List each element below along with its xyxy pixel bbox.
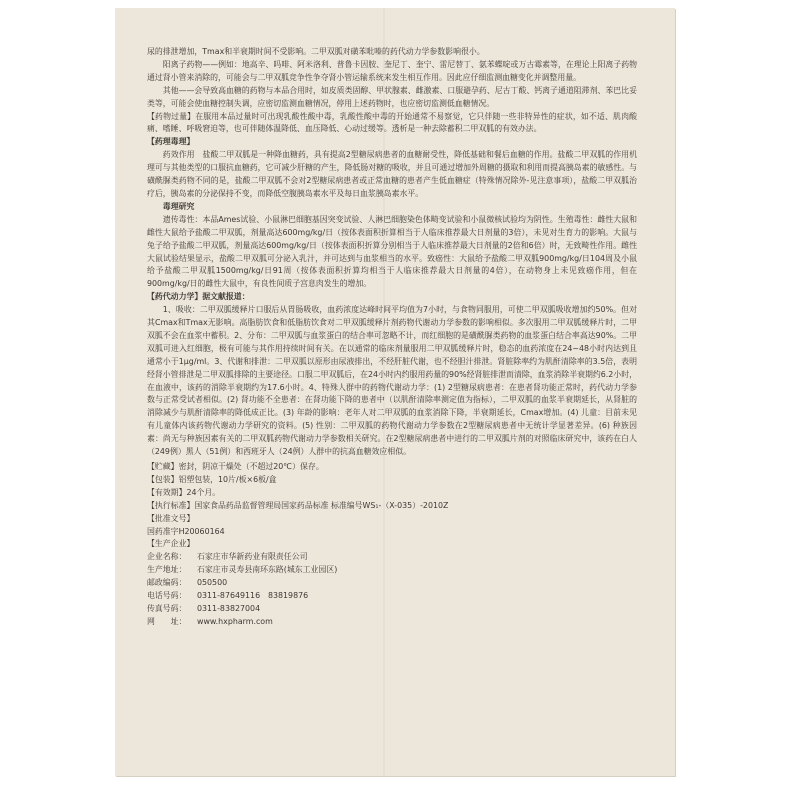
manufacturer-postcode-row: [147, 577, 637, 590]
fax-value: 0311-83827004: [197, 603, 261, 613]
paragraph-cationic-drugs: 阳离子药物——例如：地高辛、吗啡、阿米洛利、普鲁卡因胺、奎尼丁、奎宁、雷尼替丁、氨苯蝶啶或万古霉素等，在理论上阳离子药物通过肾小管来消除的，可能会与二甲双胍竞争性争夺肾小管运输系统来发生相互作用。因此应仔细监测血糖变化并调整用量。: [147, 59, 637, 82]
manufacturer-company-row: [147, 551, 637, 564]
validity-section: 【有效期】24个月。: [147, 487, 221, 497]
postcode-value: 050500: [197, 578, 228, 588]
insert-text: [147, 46, 637, 629]
manufacturer-heading: 【生产企业】: [147, 539, 195, 549]
company-value: 石家庄市华新药业有限责任公司: [197, 552, 308, 562]
package-insert-sheet: [115, 8, 675, 776]
approval-label: 【批准文号】: [147, 513, 195, 523]
heading-pharmacokinetics: 【药代动力学】据文献报道：: [147, 292, 250, 302]
website-value: www.hxpharm.com: [197, 616, 273, 626]
manufacturer-website-row: [147, 616, 637, 629]
phone-label: 电话号码：: [147, 591, 187, 601]
standard-section: 【执行标准】国家食品药品监督管理局国家药品标准 标准编号WS₁-（X-035）-2010Z: [147, 500, 449, 510]
manufacturer-fax-row: [147, 603, 637, 616]
paragraph-excretion: 尿的排泄增加，Tmax和半衰期时间不受影响。二甲双胍对磺苯吡嗪的药代动力学参数影响很小。: [147, 47, 485, 56]
manufacturer-phone-row: [147, 590, 637, 603]
paragraph-other-drugs: 其他——会导致高血糖的药物与本品合用时，如皮质类固醇、甲状腺素、雌激素、口服避孕药、尼古丁酸、钙离子通道阻滞剂、苯巴比妥类等，可能会使血糖控制失调，应密切监测血糖情况，停用上述药物时，也应密切监测低血糖情况。: [147, 85, 637, 108]
package-section: 【包装】铝塑包装，10片/板×6板/盒: [147, 474, 277, 484]
heading-pharmacology: 【药理毒理】: [147, 137, 195, 147]
phone-value: 0311-87649116 83819876: [197, 591, 309, 601]
approval-number: 国药准字H20060164: [147, 526, 225, 536]
manufacturer-address-row: [147, 564, 637, 577]
address-label: 生产地址：: [147, 565, 187, 575]
storage-section: 【贮藏】密封，阴凉干燥处（不超过20℃）保存。: [147, 462, 324, 471]
company-label: 企业名称：: [147, 552, 187, 562]
heading-toxicology: 毒理研究: [162, 201, 195, 211]
fax-label: 传真号码：: [147, 603, 187, 613]
paragraph-toxicology: 遗传毒性：本品Ames试验、小鼠淋巴细胞基因突变试验、人淋巴细胞染色体畸变试验和小鼠微核试验均为阴性。生殖毒性：雌性大鼠和雌性大鼠给予盐酸二甲双胍，剂量高达600mg/kg/日（按体表面积折算相当于人临床推荐最大日剂量的3倍），未见对生育力的影响。大鼠与兔子给予盐酸二甲双胍，剂量高达600mg/kg/日（按体表面积折算分别相当于人临床推荐最大日剂量的2倍和6倍）时，无致畸性作用。雌性大鼠试验结果显示，盐酸二甲双胍可分泌入乳汁，并可达到与血浆相当的水平。致癌性：大鼠给予盐酸二甲双胍900mg/kg/日104周及小鼠给予盐酸二甲双胍1500mg/kg/日91周（按体表面积折算均相当于人临床推荐最大日剂量的4倍），在动物身上未见致癌作用，但在900mg/kg/日的雌性大鼠中，有良性间质子宫息肉发生的增加。: [147, 214, 637, 289]
paragraph-pharmacokinetics: 1、吸收：二甲双胍缓释片口服后从胃肠吸收，血药浓度达峰时间平均值为7小时，与食物同服用，可使二甲双胍吸收增加约50%。但对其Cmax和Tmax无影响。高脂肪饮食和低脂肪饮食对二甲双胍缓释片剂药物代谢动力学参数的影响相似。多次服用二甲双胍缓释片时，二甲双胍不会在血浆中蓄积。2、分布：二甲双胍与血浆蛋白的结合率可忽略不计，而红细胞的是磺酰脲类药物的血浆蛋白结合率高达90%。二甲双胍可进入红细胞，极有可能与其作用持续时间有关。在以通常的临床剂量服用二甲双胍缓释片时，稳态的血药浓度在24~48小时内达到且通常小于1μg/ml。3、代谢和排泄：二甲双胍以原形由尿液排出，不经肝脏代谢，也不经胆汁排泄。肾脏除率约为肌酐清除率的3.5倍，表明经肾小管排泄是二甲双胍排除的主要途径。口服二甲双胍后，在24小时内约服用药量的90%经肾脏排泄而清除，血浆消除半衰期约6.2小时，在血液中，该药的消除半衰期约为17.6小时。4、特殊人群中的药物代谢动力学：(1) 2型糖尿病患者：在患者肾功能正常时，药代动力学参数与正常受试者相似。(2) 肾功能不全患者：在肾功能下降的患者中（以肌酐清除率测定值为指标），二甲双胍的血浆半衰期延长，从肾脏的消除减少与肌酐清除率的降低成正比。(3) 年龄的影响：老年人对二甲双胍的血浆消除下降，半衰期延长，Cmax增加。(4) 儿童：目前未见有儿童体内该药物代谢动力学研究的资料。(5) 性别：二甲双胍的药物代谢动力学参数在2型糖尿病患者中无统计学显著差异。(6) 种族因素：尚无与种族因素有关的二甲双胍药物代谢动力学参数相关研究。在2型糖尿病患者中进行的二甲双胍片剂的对照临床研究中，该药在白人（249例）黑人（51例）和西班牙人（24例）人群中的抗高血糖效应相似。: [147, 305, 637, 457]
website-label: 网 址：: [147, 616, 187, 626]
paragraph-overdose: 【药物过量】在服用本品过量时可出现乳酸性酸中毒，乳酸性酸中毒的开始通常不易察觉，它只伴随一些非特异性的症状，如不适、肌肉酸痛、嗜睡、呼吸窘迫等，也可伴随体温降低、血压降低、心动过缓等。透析是一种去除蓄积二甲双胍的有效办法。: [147, 111, 637, 134]
postcode-label: 邮政编码：: [147, 578, 187, 588]
address-value: 石家庄市灵寿县南环东路(城东工业园区): [197, 565, 338, 575]
paragraph-pharmacodynamics: 药效作用 盐酸二甲双胍是一种降血糖药，具有提高2型糖尿病患者的血糖耐受性，降低基础和餐后血糖的作用。盐酸二甲双胍的作用机理可与其他类型的口服抗血糖药，它可减少肝糖的产生，降低肠对糖的吸收，并且可通过增加外周糖的摄取和利用而提高胰岛素的敏感性。与磺酰脲类药物不同的是，盐酸二甲双胍不会对2型糖尿病患者或正常血糖的患者产生低血糖症（特殊情况除外-见注意事项），盐酸二甲双胍治疗后，胰岛素的分泌保持不变，而降低空腹胰岛素水平及每日血浆胰岛素水平。: [147, 150, 637, 198]
